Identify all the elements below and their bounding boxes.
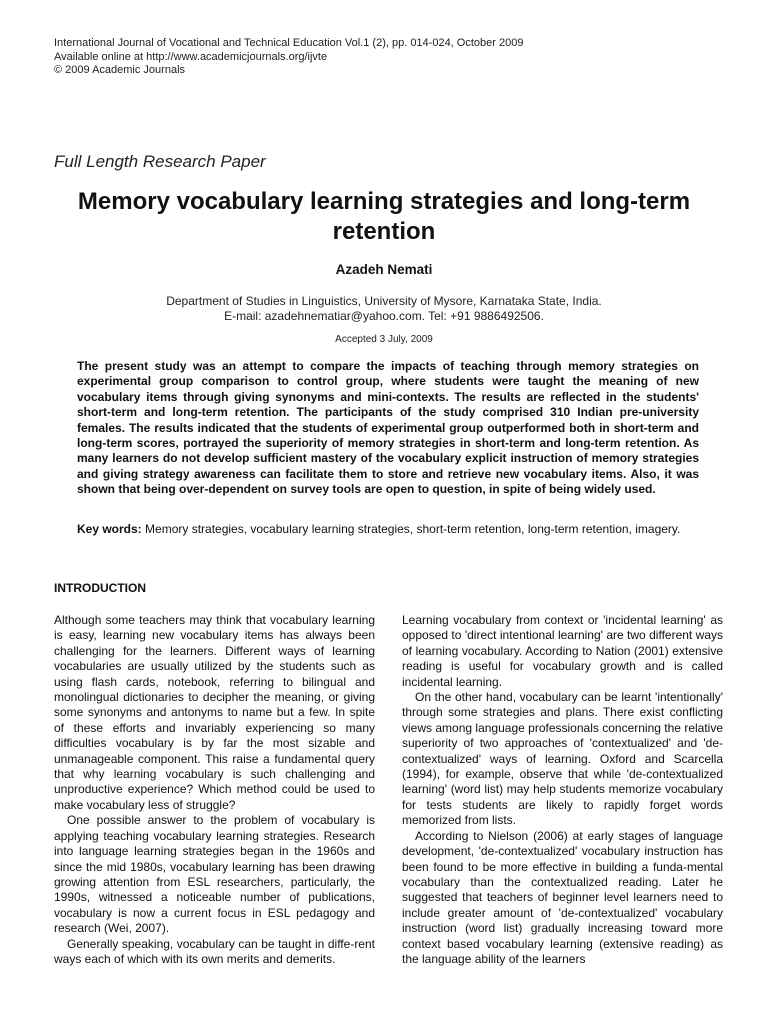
- affiliation-department: Department of Studies in Linguistics, University of Mysore, Karnataka State, India.: [166, 294, 602, 308]
- journal-citation: International Journal of Vocational and Technical Education Vol.1 (2), pp. 014-024, October 2009: [54, 37, 524, 49]
- keywords-text: Memory strategies, vocabulary learning strategies, short-term retention, long-term retention, imagery.: [141, 522, 681, 536]
- journal-header: [54, 37, 523, 78]
- paragraph: On the other hand, vocabulary can be learnt 'intentionally' through some strategies and plans. There exist conflicting views among language professionals concerning the relative superiority of two approaches of 'contextualized' and 'de-contextualized' ways of learning. Oxford and Scarcella (1994), for example, observe that while 'de-contextualized learning' (word list) may help students memorize vocabulary for tests students are likely to rapidly forget words memorized from lists.: [402, 690, 723, 828]
- paragraph: One possible answer to the problem of vocabulary is applying teaching vocabulary learning strategies. Research into language learning strategies began in the 1960s and since the mid 1980s, vocabulary learning has been drawing growing attention from ESL researchers, particularly, the 1990s, witnessed a noticeable number of publications, vocabulary is now a current focus in ESL pedagogy and research (Wei, 2007).: [54, 813, 375, 936]
- affiliation-contact: E-mail: azadehnematiar@yahoo.com. Tel: +91 9886492506.: [224, 309, 544, 323]
- journal-copyright: © 2009 Academic Journals: [54, 64, 186, 76]
- journal-url: Available online at http://www.academicjournals.org/ijvte: [54, 50, 328, 63]
- right-column: [402, 613, 723, 967]
- abstract: The present study was an attempt to compare the impacts of teaching through memory strategies on experimental group comparison to control group, where students were taught the meaning of new vocabulary items through giving synonyms and mini-contexts. The results are reflected in the students' short-term and long-term retention. The participants of the study comprised 310 Indian pre-university females. The results indicated that the students of experimental group outperformed both in short-term and long-term scores, portrayed the superiority of memory strategies in short-term and long-term retention. As many learners do not develop sufficient mastery of the vocabulary explicit instruction of memory strategies and giving strategy awareness can facilitate them to store and retrieve new vocabulary items. Also, it was shown that being over-dependent on survey tools are open to question, in spite of being widely used.: [77, 359, 699, 497]
- paper-type: Full Length Research Paper: [54, 152, 266, 171]
- paper-title: Memory vocabulary learning strategies and long-term retention: [77, 188, 691, 245]
- paragraph: Learning vocabulary from context or 'incidental learning' as opposed to 'direct intentional learning' are two different ways of learning vocabulary. According to Nation (2001) extensive reading is useful for vocabulary growth and is called incidental learning.: [402, 613, 723, 689]
- left-column: [54, 613, 375, 967]
- author-affiliation: [0, 294, 768, 324]
- keywords: [77, 522, 699, 537]
- accepted-date: Accepted 3 July, 2009: [335, 334, 433, 345]
- paragraph: Generally speaking, vocabulary can be taught in diffe-rent ways each of which with its own merits and demerits.: [54, 936, 375, 966]
- section-heading: INTRODUCTION: [54, 581, 146, 595]
- author-name: Azadeh Nemati: [335, 262, 433, 277]
- paragraph: Although some teachers may think that vocabulary learning is easy, learning new vocabulary items has always been challenging for the learners. Different ways of learning vocabularies are usually utilized by the students such as using flash cards, notebook, referring to bilingual and monolingual dictionaries to decipher the meaning, or giving some synonyms and antonyms to name but a few. In spite of these efforts and invariably experiencing so many difficulties vocabulary is by far the most sizable and unmanageable component. This raise a fundamental query that why learning vocabulary is such challenging and unproductive experience? Which method could be used to make vocabulary less of struggle?: [54, 613, 375, 812]
- keywords-label: Key words:: [77, 522, 142, 536]
- paragraph: According to Nielson (2006) at early stages of language development, 'de-contextualized' vocabulary instruction has been found to be more effective in building a funda-mental vocabulary than the contextualized reading. Later he suggested that teachers of beginner level learners need to include greater amount of 'de-contextualized' vocabulary instruction (word list) gradually increasing toward more context based vocabulary learning (extensive reading) as the language ability of the learners: [402, 828, 723, 966]
